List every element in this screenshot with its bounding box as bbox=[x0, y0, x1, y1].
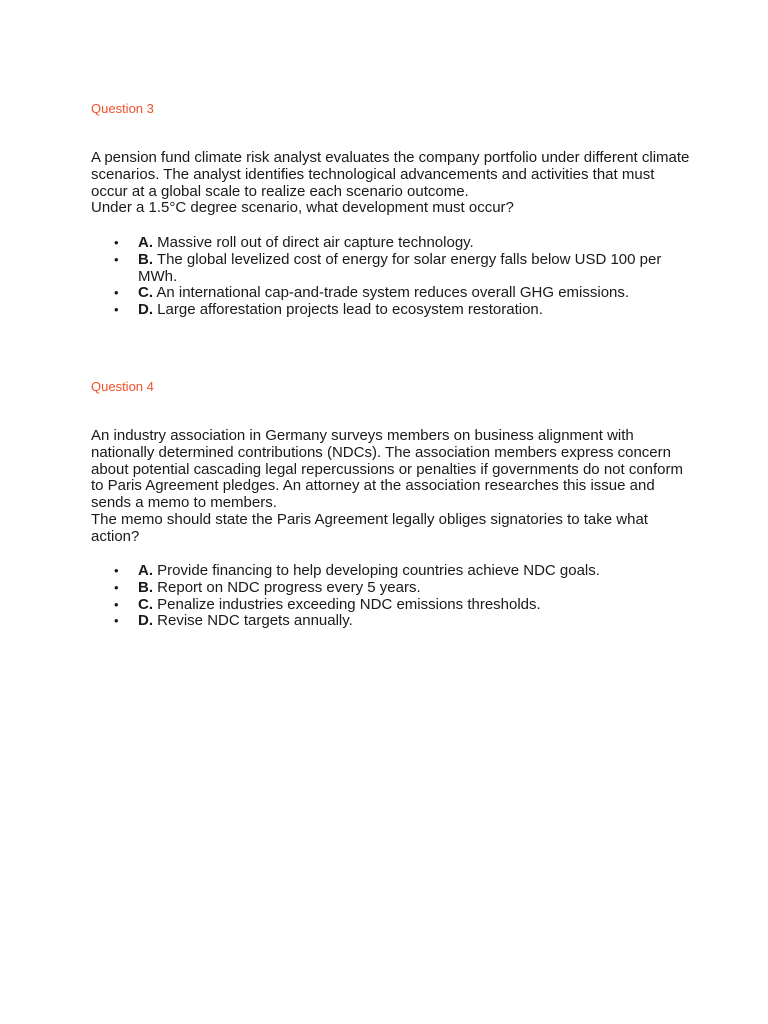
question-3-option-d bbox=[91, 302, 691, 319]
question-4-prompt: The memo should state the Paris Agreement legally obliges signatories to take what action? bbox=[91, 510, 648, 545]
question-4-option-b bbox=[91, 580, 691, 597]
option-text: Revise NDC targets annually. bbox=[157, 612, 353, 630]
question-4-option-d bbox=[91, 613, 691, 630]
bullet-icon: • bbox=[114, 579, 119, 595]
question-3-option-c bbox=[91, 285, 691, 302]
question-4-option-a bbox=[91, 563, 691, 580]
question-3-stem-paragraph: A pension fund climate risk analyst evaluates the company portfolio under different climate scenarios. The analyst identifies technological advancements and activities that must occur at a global scale to realize each scenario outcome. bbox=[91, 149, 690, 200]
option-letter: D. bbox=[138, 612, 153, 630]
bullet-icon: • bbox=[114, 285, 119, 301]
question-4-options bbox=[91, 563, 691, 630]
question-3-option-a bbox=[91, 235, 691, 252]
option-letter: C. bbox=[138, 595, 153, 613]
option-text: Massive roll out of direct air capture technology. bbox=[157, 234, 474, 251]
option-text: Large afforestation projects lead to ecosystem restoration. bbox=[157, 301, 543, 319]
question-3-option-b bbox=[91, 252, 691, 286]
bullet-icon: • bbox=[114, 302, 119, 318]
question-4-stem bbox=[91, 428, 691, 546]
option-letter: B. bbox=[138, 578, 153, 596]
question-3-options bbox=[91, 235, 691, 319]
option-letter: B. bbox=[138, 250, 153, 268]
question-4-stem-paragraph: An industry association in Germany surveys members on business alignment with nationally determined contributions (NDCs). The association members express concern about potential cascading legal repercussions or penalties if governments do not conform to Paris Agreement pledges. An attorney at the association researches this issue and sends a memo to members. bbox=[91, 427, 684, 512]
bullet-icon: • bbox=[114, 563, 119, 578]
bullet-icon: • bbox=[114, 235, 119, 250]
option-letter: C. bbox=[138, 284, 153, 302]
option-letter: A. bbox=[138, 562, 153, 579]
question-4-label: Question 4 bbox=[91, 379, 154, 394]
question-3-prompt: Under a 1.5°C degree scenario, what development must occur? bbox=[91, 199, 514, 217]
option-text: Provide financing to help developing countries achieve NDC goals. bbox=[157, 562, 600, 579]
question-4-option-c bbox=[91, 597, 691, 614]
option-text: Penalize industries exceeding NDC emissions thresholds. bbox=[157, 595, 541, 613]
option-letter: A. bbox=[138, 234, 153, 251]
bullet-icon: • bbox=[114, 596, 119, 612]
option-letter: D. bbox=[138, 301, 153, 319]
option-text: The global levelized cost of energy for solar energy falls below USD 100 per MWh. bbox=[138, 250, 662, 285]
bullet-icon: • bbox=[114, 613, 119, 629]
option-text: An international cap-and-trade system reduces overall GHG emissions. bbox=[156, 284, 630, 302]
question-3-stem bbox=[91, 150, 691, 217]
option-text: Report on NDC progress every 5 years. bbox=[157, 578, 421, 596]
question-3-label: Question 3 bbox=[91, 101, 154, 116]
bullet-icon: • bbox=[114, 251, 119, 267]
